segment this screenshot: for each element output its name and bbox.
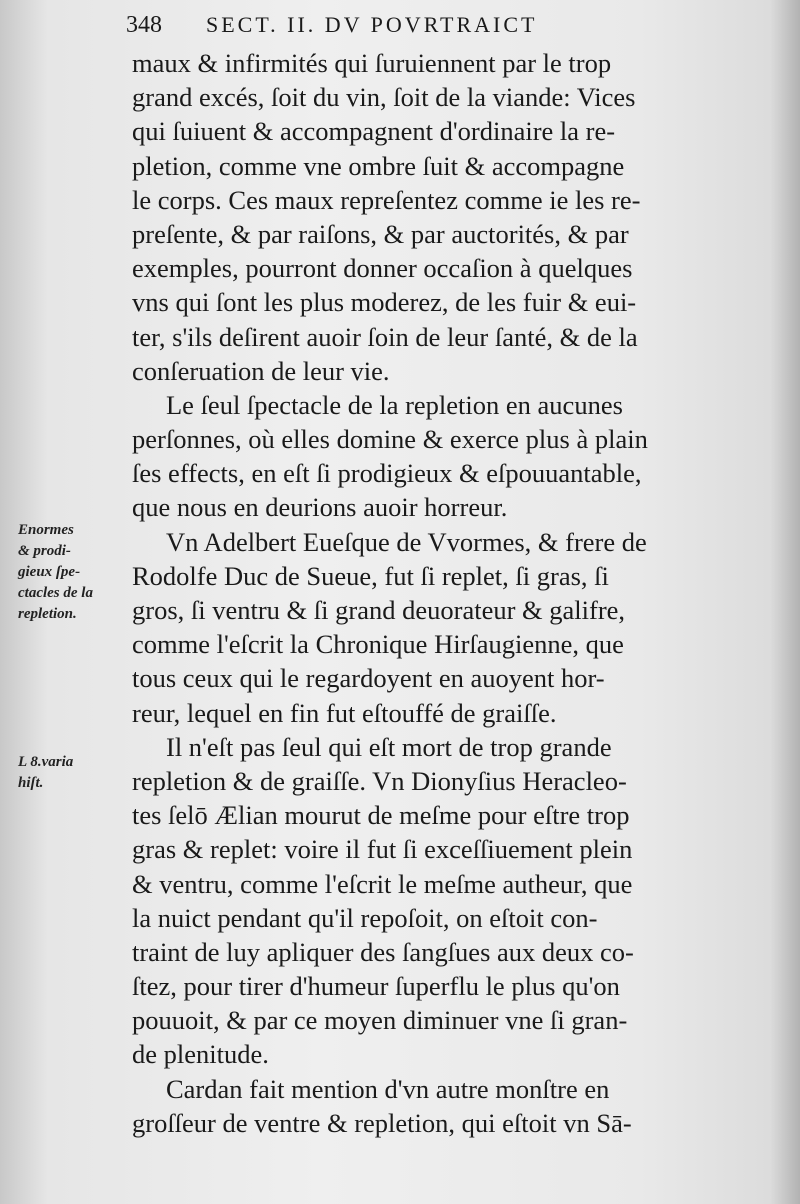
text-line: le corps. Ces maux repreſentez comme ie les re-	[132, 184, 641, 215]
margin-note-varia-hist	[18, 752, 118, 794]
text-line: ſtez, pour tirer d'humeur ſuperflu le plus qu'on	[132, 971, 620, 1002]
text-line: reur, lequel en fin fut eſtouffé de graiſſe.	[132, 697, 557, 728]
text-line: tes ſelō Ælian mourut de meſme pour eſtre trop	[132, 800, 630, 831]
text-line: la nuict pendant qu'il repoſoit, on eſtoit con-	[132, 902, 598, 933]
text-line: ſes effects, en eſt ſi prodigieux & eſpouuantable,	[132, 458, 642, 489]
text-line: Cardan fait mention d'vn autre monſtre en	[166, 1073, 610, 1104]
text-line: & ventru, comme l'eſcrit le meſme autheur, que	[132, 868, 633, 899]
margin-note-enormes	[18, 520, 130, 625]
text-line: traint de luy apliquer des ſangſues aux deux co-	[132, 936, 634, 967]
text-line: exemples, pourront donner occaſion à quelques	[132, 253, 633, 284]
page-number: 348	[126, 12, 162, 38]
text-line: gras & replet: voire il fut ſi exceſſiuement plein	[132, 834, 633, 865]
margin-note-line: repletion.	[18, 606, 77, 622]
text-line: vns qui ſont les plus moderez, de les fuir & eui-	[132, 287, 637, 318]
margin-note-line: hiſt.	[18, 775, 44, 791]
text-line: Vn Adelbert Eueſque de Vvormes, & frere de	[166, 526, 647, 557]
text-line: grand excés, ſoit du vin, ſoit de la viande: Vices	[132, 82, 636, 113]
text-line: Il n'eſt pas ſeul qui eſt mort de trop grande	[166, 731, 612, 762]
text-line: maux & infirmités qui ſuruiennent par le trop	[132, 48, 612, 78]
text-line: groſſeur de ventre & repletion, qui eſtoit vn Sā-	[132, 1107, 632, 1138]
running-head	[126, 12, 686, 39]
text-line: que nous en deurions auoir horreur.	[132, 492, 508, 523]
text-line: ter, s'ils deſirent auoir ſoin de leur ſanté, & de la	[132, 321, 638, 352]
text-line: tous ceux qui le regardoyent en auoyent hor-	[132, 663, 605, 694]
text-line: repletion & de graiſſe. Vn Dionyſius Heracleo-	[132, 765, 627, 796]
text-line: gros, ſi ventru & ſi grand deuorateur & galifre,	[132, 595, 626, 625]
text-line: Le ſeul ſpectacle de la repletion en aucunes	[166, 389, 623, 420]
text-line: comme l'eſcrit la Chronique Hirſaugienne, que	[132, 629, 624, 660]
text-line: pouuoit, & par ce moyen diminuer vne ſi gran-	[132, 1005, 628, 1036]
margin-note-line: gieux ſpe-	[18, 564, 81, 580]
text-line: pletion, comme vne ombre ſuit & accompagne	[132, 150, 625, 181]
main-text	[132, 46, 720, 1140]
text-line: preſente, & par raiſons, & par auctorités, & par	[132, 218, 629, 249]
text-line: perſonnes, où elles domine & exerce plus à plain	[132, 424, 648, 455]
text-line: conſeruation de leur vie.	[132, 355, 390, 386]
margin-note-line: & prodi-	[18, 543, 71, 559]
margin-note-line: Enormes	[18, 522, 74, 538]
margin-note-line: L 8.varia	[18, 754, 74, 770]
text-line: qui ſuiuent & accompagnent d'ordinaire la re-	[132, 116, 616, 147]
text-line: Rodolfe Duc de Sueue, fut ſi replet, ſi gras, ſi	[132, 560, 609, 591]
section-title: SECT. II. DV POVRTRAICT	[206, 12, 538, 37]
margin-note-line: ctacles de la	[18, 585, 93, 601]
text-line: de plenitude.	[132, 1039, 269, 1070]
